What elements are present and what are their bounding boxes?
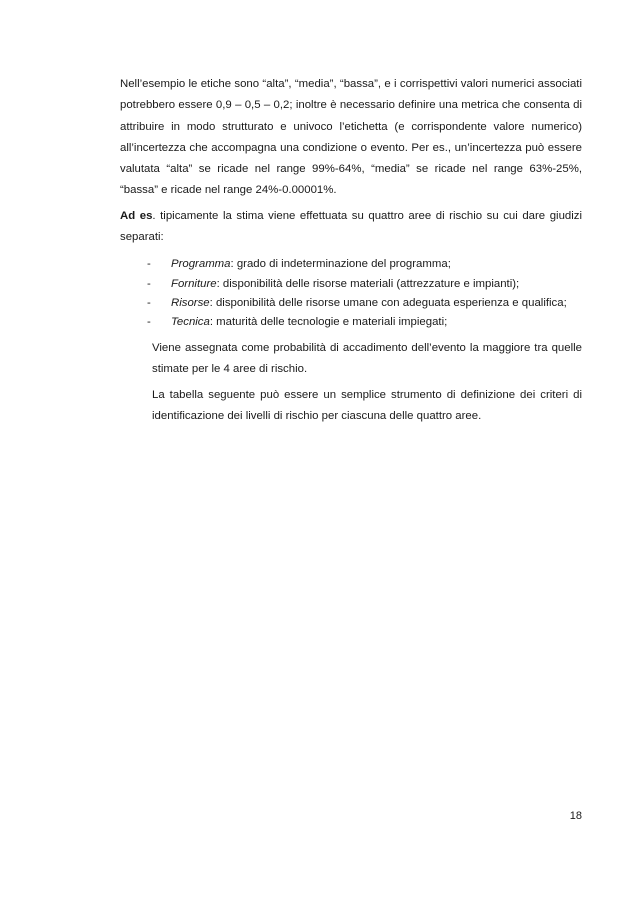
list-bullet: - — [147, 315, 151, 328]
list-bullet: - — [147, 296, 151, 309]
list-item-description: : disponibilità delle risorse umane con adeguata esperienza e qualifica; — [209, 296, 567, 309]
list-item — [147, 275, 582, 294]
list-item-term: Risorse — [171, 296, 210, 309]
list-bullet: - — [147, 277, 151, 290]
list-bullet: - — [147, 258, 151, 271]
paragraph-lead-bold: Ad es — [120, 209, 153, 222]
list-item-description: : grado di indeterminazione del programma; — [230, 258, 451, 271]
list-item — [147, 313, 582, 332]
paragraph-probability: Viene assegnata come probabilità di accadimento dell’evento la maggiore tra quelle stimate per le 4 aree di rischio. — [152, 342, 582, 376]
list-item-description: : maturità delle tecnologie e materiali impiegati; — [209, 315, 448, 328]
paragraph-metric-definition: Nell’esempio le etiche sono “alta”, “media”, “bassa”, e i corrispettivi valori numerici associati potrebbero essere 0,9 – 0,5 – 0,2; inoltre è necessario definire una metrica che consenta di attribuire in modo strutturato e univoco l’etichetta (e corrispondente valore numerico) all’incertezza che accompagna una condizione o evento. Per es., un’incertezza può essere valutata “alta” se ricade nel range 99%-64%, “media” se ricade nel range 63%-25%, “bassa” e ricade nel range 24%-0.00001%. — [120, 78, 582, 197]
page-body — [120, 74, 582, 427]
page-number: 18 — [569, 810, 582, 822]
list-item — [147, 255, 582, 274]
list-item-description: : disponibilità delle risorse materiali (attrezzature e impianti); — [216, 277, 520, 290]
list-item-term: Tecnica — [171, 315, 210, 328]
risk-areas-list — [120, 255, 582, 332]
paragraph-intro-text: . tipicamente la stima viene effettuata su quattro aree di rischio su cui dare giudizi separati: — [120, 209, 582, 244]
paragraph-risk-areas-intro — [120, 206, 582, 249]
list-item-term: Programma — [171, 258, 231, 271]
paragraph-table-intro: La tabella seguente può essere un semplice strumento di definizione dei criteri di identificazione dei livelli di rischio per ciascuna delle quattro aree. — [152, 388, 582, 423]
list-item — [147, 294, 582, 313]
list-item-term: Forniture — [171, 277, 217, 290]
